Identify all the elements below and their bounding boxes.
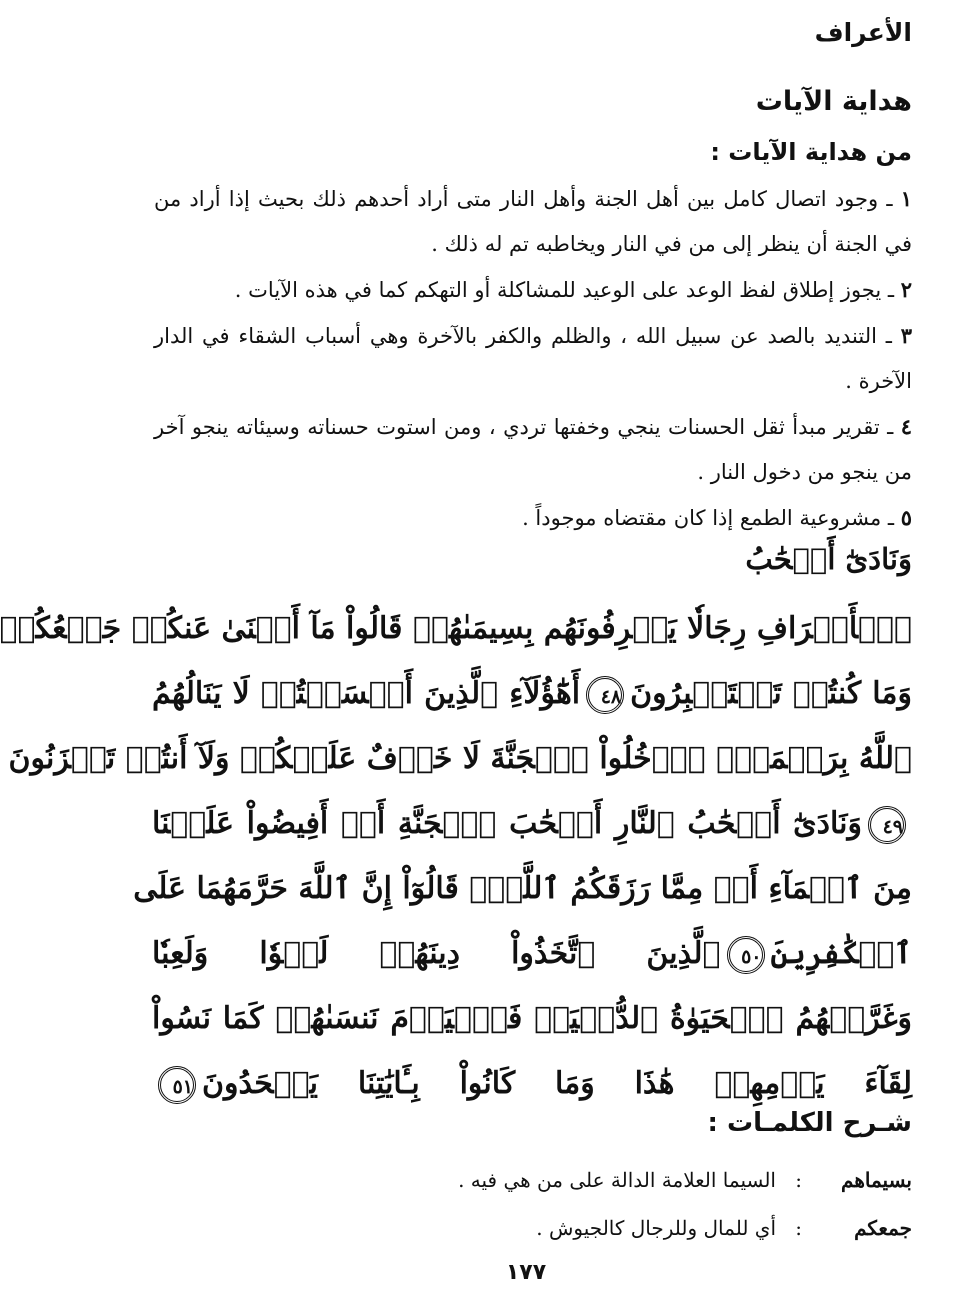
quran-line: [152, 791, 912, 856]
glossary-definition: أي للمال وللرجال كالجيوش .: [536, 1216, 776, 1240]
glossary-definition: السيما العلامة الدالة على من هي فيه .: [458, 1168, 776, 1192]
verse-text: ٱلۡأَعۡرَافِ رِجَالٗا يَعۡرِفُونَهُم بِسِيمَىٰهُمۡ قَالُواْ مَآ أَغۡنَىٰ عَنكُمۡ جَمۡعُكُمۡ: [0, 611, 912, 646]
verse-text: وَنَادَىٰٓ أَصۡحَٰبُ ٱلنَّارِ أَصۡحَٰبَ ٱلۡجَنَّةِ أَنۡ أَفِيضُواْ عَلَيۡنَا: [152, 806, 862, 841]
glossary-term: بسيماهم: [841, 1168, 912, 1192]
guidance-point: [154, 404, 912, 495]
verse-text: ٱلۡكَٰفِرِينَ: [770, 936, 912, 971]
guidance-list: [154, 176, 912, 541]
quran-line: [8, 726, 912, 791]
quran-line: [152, 661, 912, 726]
verse-text: ٱللَّهُ بِرَحۡمَةٍۚ ٱدۡخُلُواْ ٱلۡجَنَّةَ لَا خَوۡفٌ عَلَيۡكُمۡ وَلَآ أَنتُمۡ تَحۡزَنُونَ: [8, 741, 912, 776]
page-number: ١٧٧: [505, 1260, 547, 1285]
glossary-separator: :: [795, 1216, 802, 1240]
point-number: ١: [900, 186, 912, 211]
glossary-row: [140, 1160, 912, 1208]
sub-title: من هداية الآيات :: [710, 138, 912, 166]
running-head: الأعراف: [814, 18, 912, 47]
quran-line: [152, 921, 912, 986]
verse-text: وَمَا كُنتُمۡ تَسۡتَكۡبِرُونَ: [630, 676, 912, 711]
section-title: هداية الآيات: [755, 86, 912, 117]
quran-line: [152, 1051, 912, 1116]
point-text: ـ تقرير مبدأ ثقل الحسنات ينجي وخفتها تردي ، ومن استوت حسناته وسيئاته ينجو آخر من ينجو من دخول النار .: [154, 415, 912, 484]
words-title: شـرح الكلمـات :: [707, 1108, 912, 1138]
point-number: ٢: [900, 277, 912, 302]
glossary-term: جمعكم: [854, 1216, 912, 1240]
glossary-separator: :: [795, 1168, 802, 1192]
ayah-number-marker: ٤٨: [586, 676, 624, 714]
glossary: [140, 1160, 912, 1256]
verse-text: وَغَرَّتۡهُمُ ٱلۡحَيَوٰةُ ٱلدُّنۡيَاۚ فَٱلۡيَوۡمَ نَنسَىٰهُمۡ كَمَا نَسُواْ: [152, 1001, 912, 1036]
point-number: ٤: [900, 414, 912, 439]
guidance-point: [154, 267, 912, 313]
ayah-number-marker: ٤٩: [868, 806, 906, 844]
quran-line: [152, 986, 912, 1051]
ayah-number-marker: ٥٠: [727, 936, 765, 974]
verse-text: مِنَ ٱلۡمَآءِ أَوۡ مِمَّا رَزَقَكُمُ ٱللَّهُۚ قَالُوٓاْ إِنَّ ٱللَّهَ حَرَّمَهُمَا عَلَى: [133, 871, 912, 906]
point-number: ٥: [900, 505, 912, 530]
verse-text: لِقَآءَ يَوۡمِهِمۡ هَٰذَا وَمَا كَانُواْ بِـَٔايَٰتِنَا يَجۡحَدُونَ: [202, 1066, 912, 1101]
glossary-row: [140, 1208, 912, 1256]
quran-text: [0, 596, 912, 1116]
quran-line: [133, 856, 912, 921]
point-number: ٣: [900, 323, 912, 348]
point-text: ـ يجوز إطلاق لفظ الوعد على الوعيد للمشاكلة أو التهكم كما في هذه الآيات .: [234, 278, 895, 302]
point-text: ـ التنديد بالصد عن سبيل الله ، والظلم والكفر بالآخرة وهي أسباب الشقاء في الدار الآخرة .: [154, 324, 912, 393]
point-text: ـ مشروعية الطمع إذا كان مقتضاه موجوداً .: [522, 506, 895, 530]
guidance-point: [154, 495, 912, 541]
ayah-number-marker: ٥١: [158, 1066, 196, 1104]
verse-start: وَنَادَىٰٓ أَصۡحَٰبُ: [745, 542, 912, 576]
point-text: ـ وجود اتصال كامل بين أهل الجنة وأهل النار متى أراد أحدهم ذلك بحيث إذا أراد من في الجنة أن ينظر إلى من في النار ويخاطبه تم له ذلك .: [154, 187, 912, 256]
verse-text: ٱلَّذِينَ ٱتَّخَذُواْ دِينَهُمۡ لَهۡوٗا وَلَعِبٗا: [152, 936, 721, 971]
guidance-point: [154, 313, 912, 404]
verse-text: أَهَٰٓؤُلَآءِ ٱلَّذِينَ أَقۡسَمۡتُمۡ لَا يَنَالُهُمُ: [152, 676, 581, 711]
guidance-point: [154, 176, 912, 267]
quran-line: [0, 596, 912, 661]
